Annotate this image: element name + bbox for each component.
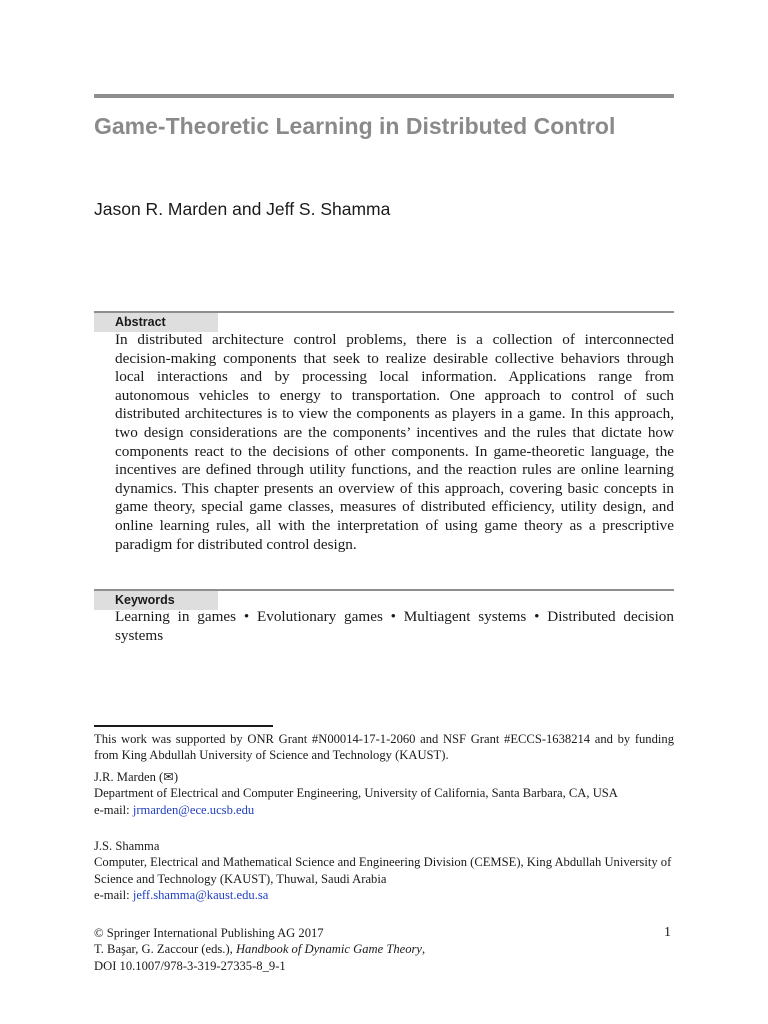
shamma-email-link[interactable]: jeff.shamma@kaust.edu.sa [132, 887, 269, 902]
chapter-title: Game-Theoretic Learning in Distributed Control [94, 113, 616, 139]
keywords-text: Learning in games • Evolutionary games • Multiagent systems • Distributed decision systems [115, 608, 674, 644]
page-number: 1 [664, 925, 671, 940]
book-title: Handbook of Dynamic Game Theory [235, 942, 423, 957]
shamma-email-line: e-mail: jeff.shamma@kaust.edu.sa [94, 887, 269, 902]
top-rule [94, 94, 674, 98]
marden-email-line: e-mail: jrmarden@ece.ucsb.edu [94, 802, 255, 817]
publication-footer [94, 925, 425, 974]
marden-affiliation-block [94, 769, 684, 818]
footnote-rule [94, 725, 273, 727]
doi-line: DOI 10.1007/978-3-319-27335-8_9-1 [94, 958, 286, 973]
abstract-text: In distributed architecture control problems, there is a collection of interconnected decision-making components that seek to realize desirable collective behaviors through local interactions and by processing local information. Applications range from autonomous vehicles to energy to transportation. One approach to control of such distributed architectures is to view the components as players in a game. In this approach, two design considerations are the components’ incentives and the rules that dictate how components react to the decisions of other components. In game-theoretic language, the incentives are defined through utility functions, and the reaction rules are online learning dynamics. This chapter presents an overview of this approach, covering basic concepts in game theory, special game classes, measures of distributed efficiency, utility design, and online learning rules, all with the interpretation of using game theory as a prescriptive paradigm for distributed control design. [115, 331, 674, 553]
copyright-line: © Springer International Publishing AG 2017 [94, 926, 324, 940]
funding-footnote: This work was supported by ONR Grant #N00014-17-1-2060 and NSF Grant #ECCS-1638214 and by funding from King Abdullah University of Science and Technology (KAUST). [94, 732, 674, 763]
author-line: Jason R. Marden and Jeff S. Shamma [94, 199, 391, 219]
editors-line: T. Başar, G. Zaccour (eds.), Handbook of Dynamic Game Theory, [94, 942, 426, 957]
shamma-affiliation: Computer, Electrical and Mathematical Science and Engineering Division (CEMSE), King Abdullah University of Science and Technology (KAUST), Thuwal, Saudi Arabia [94, 855, 672, 886]
marden-email-link[interactable]: jrmarden@ece.ucsb.edu [132, 802, 255, 817]
marden-affiliation: Department of Electrical and Computer Engineering, University of California, Santa Barbara, CA, USA [94, 786, 618, 801]
marden-name: J.R. Marden (✉) [94, 770, 179, 784]
shamma-affiliation-block [94, 838, 684, 903]
abstract-label: Abstract [94, 313, 218, 332]
shamma-name: J.S. Shamma [94, 839, 160, 853]
keywords-label: Keywords [94, 591, 218, 610]
mail-icon[interactable]: ✉ [163, 770, 174, 784]
